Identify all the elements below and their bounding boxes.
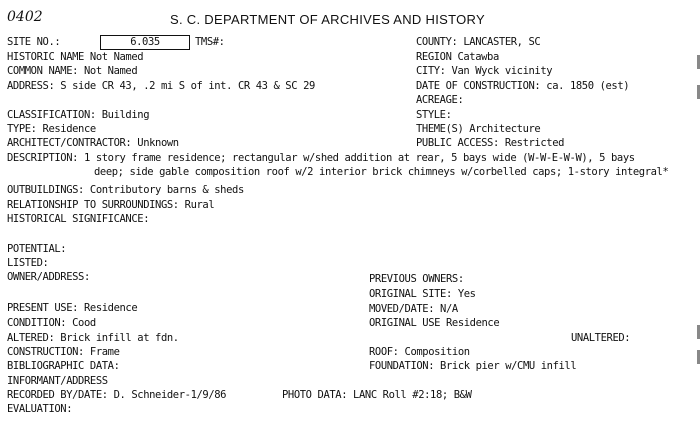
- public-access: PUBLIC ACCESS: Restricted: [416, 137, 565, 149]
- outbuildings: OUTBUILDINGS: Contributory barns & sheds: [7, 184, 244, 196]
- site-no-label: SITE NO.:: [7, 36, 61, 48]
- historical-significance: HISTORICAL SIGNIFICANCE:: [7, 213, 150, 225]
- bibliographic-data: BIBLIOGRAPHIC DATA:: [7, 360, 120, 372]
- description-line-2: deep; side gable composition roof w/2 interior brick chimneys w/corbelled caps; 1-story integral*: [94, 166, 669, 178]
- construction: CONSTRUCTION: Frame: [7, 346, 120, 358]
- site-no-box: [100, 35, 190, 50]
- informant-address: INFORMANT/ADDRESS: [7, 375, 108, 387]
- present-use: PRESENT USE: Residence: [7, 302, 138, 314]
- tms-label: TMS#:: [195, 36, 225, 48]
- page-title: S. C. DEPARTMENT OF ARCHIVES AND HISTORY: [170, 12, 485, 27]
- county: COUNTY: LANCASTER, SC: [416, 36, 541, 48]
- type: TYPE: Residence: [7, 123, 96, 135]
- altered: ALTERED: Brick infill at fdn.: [7, 332, 179, 344]
- city: CITY: Van Wyck vicinity: [416, 65, 553, 77]
- potential: POTENTIAL:: [7, 243, 67, 255]
- historic-name: HISTORIC NAME Not Named: [7, 51, 144, 63]
- original-use: ORIGINAL USE Residence: [369, 317, 500, 329]
- evaluation: EVALUATION:: [7, 403, 73, 415]
- foundation: FOUNDATION: Brick pier w/CMU infill: [369, 360, 577, 372]
- architect-contractor: ARCHITECT/CONTRACTOR: Unknown: [7, 137, 179, 149]
- listed: LISTED:: [7, 257, 49, 269]
- address: ADDRESS: S side CR 43, .2 mi S of int. CR 43 & SC 29: [7, 80, 315, 92]
- recorded-by-date: RECORDED BY/DATE: D. Schneider-1/9/86: [7, 389, 227, 401]
- original-site: ORIGINAL SITE: Yes: [369, 288, 476, 300]
- style: STYLE:: [416, 109, 452, 121]
- region: REGION Catawba: [416, 51, 499, 63]
- themes: THEME(S) Architecture: [416, 123, 541, 135]
- handwritten-number: 0402: [7, 9, 43, 25]
- date-of-construction: DATE OF CONSTRUCTION: ca. 1850 (est): [416, 80, 630, 92]
- site-no-value: 6.035: [130, 36, 160, 48]
- acreage: ACREAGE:: [416, 94, 464, 106]
- photo-data: PHOTO DATA: LANC Roll #2:18; B&W: [282, 389, 472, 401]
- roof: ROOF: Composition: [369, 346, 470, 358]
- moved-date: MOVED/DATE: N/A: [369, 303, 458, 315]
- previous-owners: PREVIOUS OWNERS:: [369, 273, 464, 285]
- unaltered: UNALTERED:: [571, 332, 631, 344]
- relationship-to-surroundings: RELATIONSHIP TO SURROUNDINGS: Rural: [7, 199, 215, 211]
- description-line-1: DESCRIPTION: 1 story frame residence; rectangular w/shed addition at rear, 5 bays wide (W-W-E-W-W), 5 bays: [7, 152, 635, 164]
- condition: CONDITION: Cood: [7, 317, 96, 329]
- common-name: COMMON NAME: Not Named: [7, 65, 138, 77]
- classification: CLASSIFICATION: Building: [7, 109, 150, 121]
- owner-address: OWNER/ADDRESS:: [7, 271, 90, 283]
